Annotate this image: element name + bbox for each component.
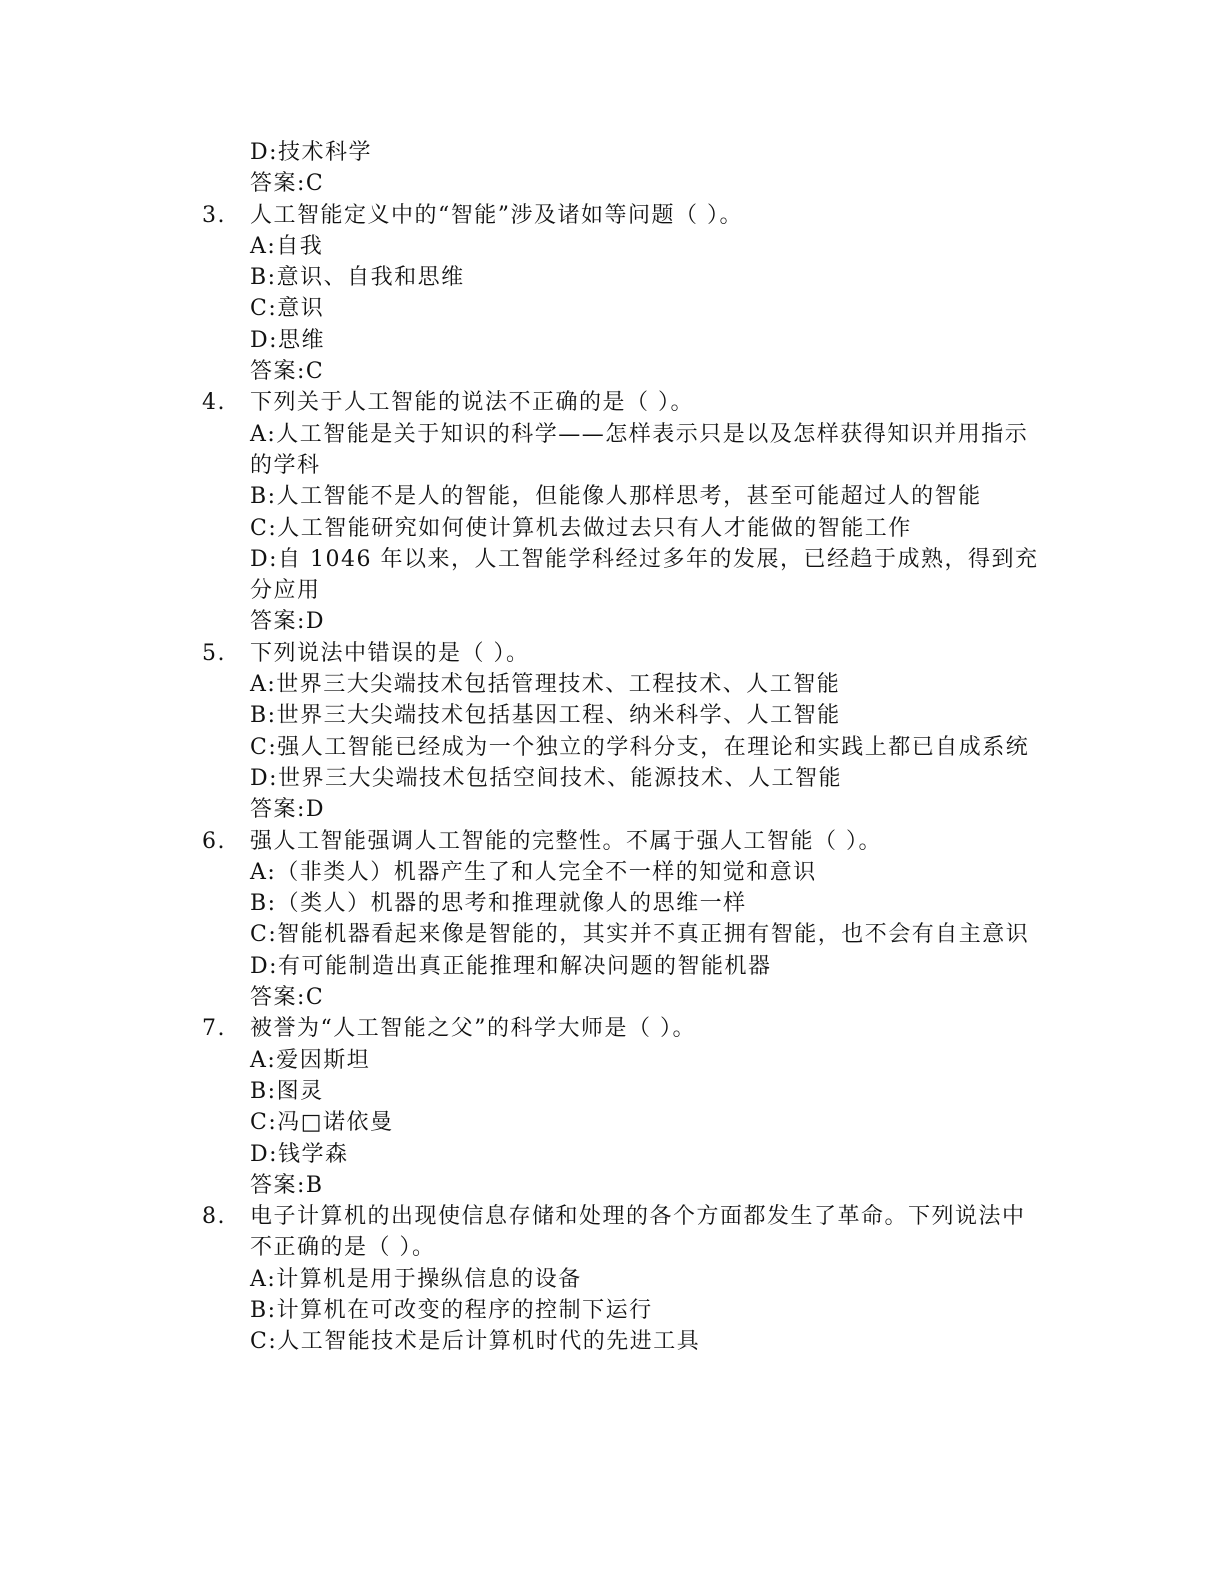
- option-text: D:技术科学: [250, 140, 373, 165]
- question-list: [202, 137, 1042, 1358]
- option-text: C:意识: [250, 296, 325, 322]
- question-stem-text: 人工智能定义中的“智能”涉及诸如等问题（ ）。: [250, 202, 743, 228]
- question-stem-text: 下列说法中错误的是（ ）。: [250, 640, 530, 666]
- question-stem-line: [202, 1013, 1042, 1044]
- question-number: 6.: [202, 828, 226, 854]
- question-stem-text: 强人工智能强调人工智能的完整性。不属于强人工智能（ ）。: [250, 828, 882, 854]
- option-text: B:图灵: [250, 1078, 324, 1104]
- answer-text: 答案:C: [250, 359, 325, 385]
- question-block: [202, 387, 1042, 637]
- question-stem-line: [202, 1201, 1042, 1232]
- option-text: 分应用: [250, 578, 321, 604]
- option-text: C:人工智能技术是后计算机时代的先进工具: [250, 1329, 701, 1355]
- answer-text: 答案:D: [250, 797, 326, 823]
- option-text: 的学科: [250, 452, 321, 478]
- question-number: 3.: [202, 202, 226, 228]
- question-block: [202, 1013, 1042, 1201]
- option-text: D:世界三大尖端技术包括空间技术、能源技术、人工智能: [250, 765, 843, 791]
- option-text: B:意识、自我和思维: [250, 265, 465, 291]
- option-text: D:自 1046 年以来，人工智能学科经过多年的发展，已经趋于成熟，得到充: [250, 546, 1039, 572]
- question-stem-text: 不正确的是（ ）。: [250, 1235, 436, 1261]
- question-number: 8.: [202, 1204, 226, 1230]
- question-number: 5.: [202, 640, 226, 666]
- question-stem-line: [202, 387, 1042, 418]
- question-stem-text: 下列关于人工智能的说法不正确的是（ ）。: [250, 390, 694, 416]
- question-number: 7.: [202, 1016, 226, 1042]
- option-text: B:人工智能不是人的智能，但能像人那样思考，甚至可能超过人的智能: [250, 484, 982, 510]
- option-text: C:强人工智能已经成为一个独立的学科分支，在理论和实践上都已自成系统: [250, 734, 1030, 760]
- question-stem-line: [202, 1232, 1042, 1263]
- answer-text: 答案:B: [250, 1172, 324, 1198]
- question-stem-line: [202, 638, 1042, 669]
- option-text: A:（非类人）机器产生了和人完全不一样的知觉和意识: [250, 859, 817, 885]
- option-text: B:计算机在可改变的程序的控制下运行: [250, 1297, 653, 1323]
- question-block: [202, 1201, 1042, 1357]
- option-text: C:智能机器看起来像是智能的，其实并不真正拥有智能，也不会有自主意识: [250, 922, 1030, 948]
- option-text: D:思维: [250, 327, 326, 353]
- option-text: D:钱学森: [250, 1141, 349, 1167]
- question-block: [202, 200, 1042, 388]
- option-text: B:世界三大尖端技术包括基因工程、纳米科学、人工智能: [250, 703, 841, 729]
- question-stem-line: [202, 826, 1042, 857]
- question-block: [202, 638, 1042, 826]
- answer-text: 答案:D: [250, 609, 326, 635]
- answer-text: 答案:C: [250, 171, 325, 197]
- question-stem-line: [202, 200, 1042, 231]
- option-text: A:爱因斯坦: [250, 1047, 371, 1073]
- question-stem-text: 电子计算机的出现使信息存储和处理的各个方面都发生了革命。下列说法中: [250, 1204, 1026, 1230]
- option-text: D:有可能制造出真正能推理和解决问题的智能机器: [250, 953, 772, 979]
- question-stem-text: 被誉为“人工智能之父”的科学大师是（ ）。: [250, 1016, 696, 1042]
- option-text: A:世界三大尖端技术包括管理技术、工程技术、人工智能: [250, 672, 841, 698]
- question-number: 4.: [202, 390, 226, 416]
- option-text: C:人工智能研究如何使计算机去做过去只有人才能做的智能工作: [250, 515, 912, 541]
- option-text: A:自我: [250, 233, 324, 259]
- option-text: A:计算机是用于操纵信息的设备: [250, 1266, 582, 1292]
- question-block: [202, 826, 1042, 1014]
- option-text: C:冯□诺依曼: [250, 1110, 394, 1136]
- option-text: A:人工智能是关于知识的科学——怎样表示只是以及怎样获得知识并用指示: [250, 421, 1029, 447]
- answer-text: 答案:C: [250, 985, 325, 1011]
- option-text: B:（类人）机器的思考和推理就像人的思维一样: [250, 891, 747, 917]
